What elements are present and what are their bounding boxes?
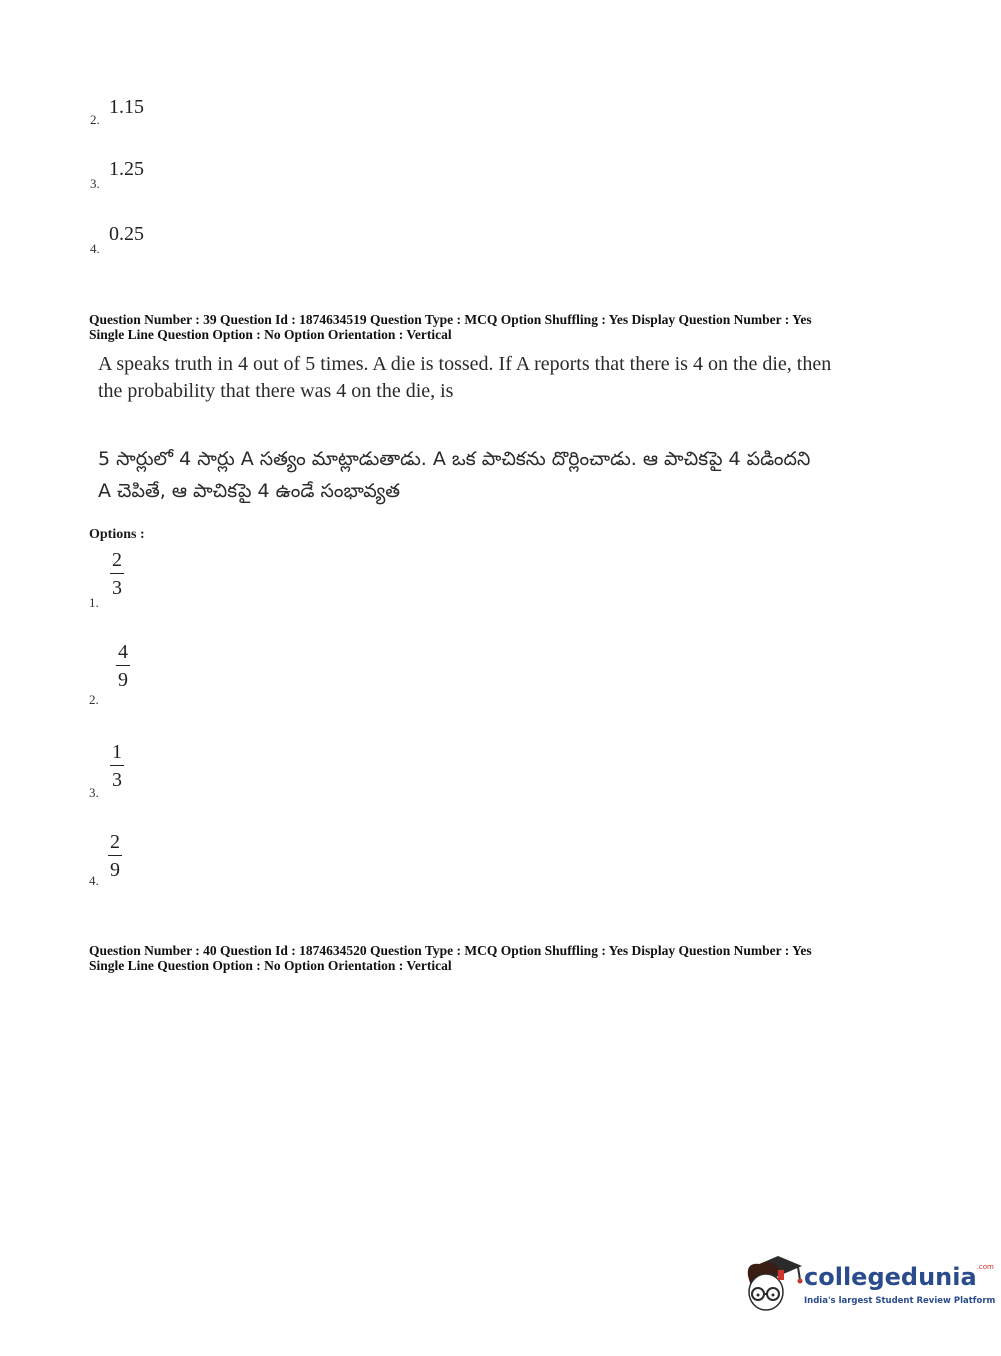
fraction-denominator: 3 — [112, 769, 122, 791]
question-39-text-english — [98, 351, 878, 405]
question-text-te-line-1: 5 సార్లులో 4 సార్లు A సత్యం మాట్లాడుతాడు. A ఒక పాచికను దొర్లించాడు. ఆ పాచికపై 4 పడిందని — [98, 448, 811, 470]
meta-line-1: Question Number : 40 Question Id : 1874634520 Question Type : MCQ Option Shuffling : Yes Display Question Number : Yes — [89, 943, 812, 958]
option-number: 2. — [90, 112, 100, 127]
fraction-numerator: 2 — [112, 549, 122, 571]
fraction-numerator: 2 — [110, 831, 120, 853]
question-39-text-telugu — [98, 443, 878, 507]
logo-name: collegedunia — [804, 1263, 977, 1291]
question-text-line-2: the probability that there was 4 on the die, is — [98, 380, 454, 402]
option-number: 3. — [90, 176, 100, 191]
question-39-meta — [89, 312, 812, 342]
option-value: 1.15 — [109, 96, 144, 118]
option-fraction — [108, 742, 126, 790]
logo-wordmark — [804, 1263, 994, 1291]
option-number: 1. — [89, 595, 99, 610]
fraction-numerator: 1 — [112, 741, 122, 763]
option-number: 3. — [89, 785, 99, 800]
meta-line-1: Question Number : 39 Question Id : 1874634519 Question Type : MCQ Option Shuffling : Yes Display Question Number : Yes — [89, 312, 812, 327]
option-number: 2. — [89, 692, 99, 707]
fraction-bar — [116, 665, 130, 666]
fraction-denominator: 9 — [110, 859, 120, 881]
fraction-denominator: 9 — [118, 669, 128, 691]
option-fraction — [114, 642, 132, 690]
option-number: 4. — [89, 873, 99, 888]
question-text-line-1: A speaks truth in 4 out of 5 times. A die is tossed. If A reports that there is 4 on the die, then — [98, 353, 832, 375]
fraction-bar — [110, 573, 124, 574]
collegedunia-logo — [742, 1250, 996, 1325]
question-40-meta — [89, 943, 812, 973]
meta-line-2: Single Line Question Option : No Option Orientation : Vertical — [89, 327, 452, 342]
fraction-bar — [108, 855, 122, 856]
option-value: 1.25 — [109, 158, 144, 180]
fraction-bar — [110, 765, 124, 766]
option-fraction — [106, 832, 124, 880]
option-value: 0.25 — [109, 223, 144, 245]
logo-tagline: India's largest Student Review Platform — [804, 1296, 996, 1306]
logo-suffix: .com — [976, 1263, 994, 1271]
question-text-te-line-2: A చెపితే, ఆ పాచికపై 4 ఉండే సంభావ్యత — [98, 480, 401, 502]
option-number: 4. — [90, 241, 100, 256]
fraction-denominator: 3 — [112, 577, 122, 599]
fraction-numerator: 4 — [118, 641, 128, 663]
options-label: Options : — [89, 527, 145, 542]
meta-line-2: Single Line Question Option : No Option Orientation : Vertical — [89, 958, 452, 973]
option-fraction — [108, 550, 126, 598]
mascot-icon — [742, 1250, 804, 1316]
